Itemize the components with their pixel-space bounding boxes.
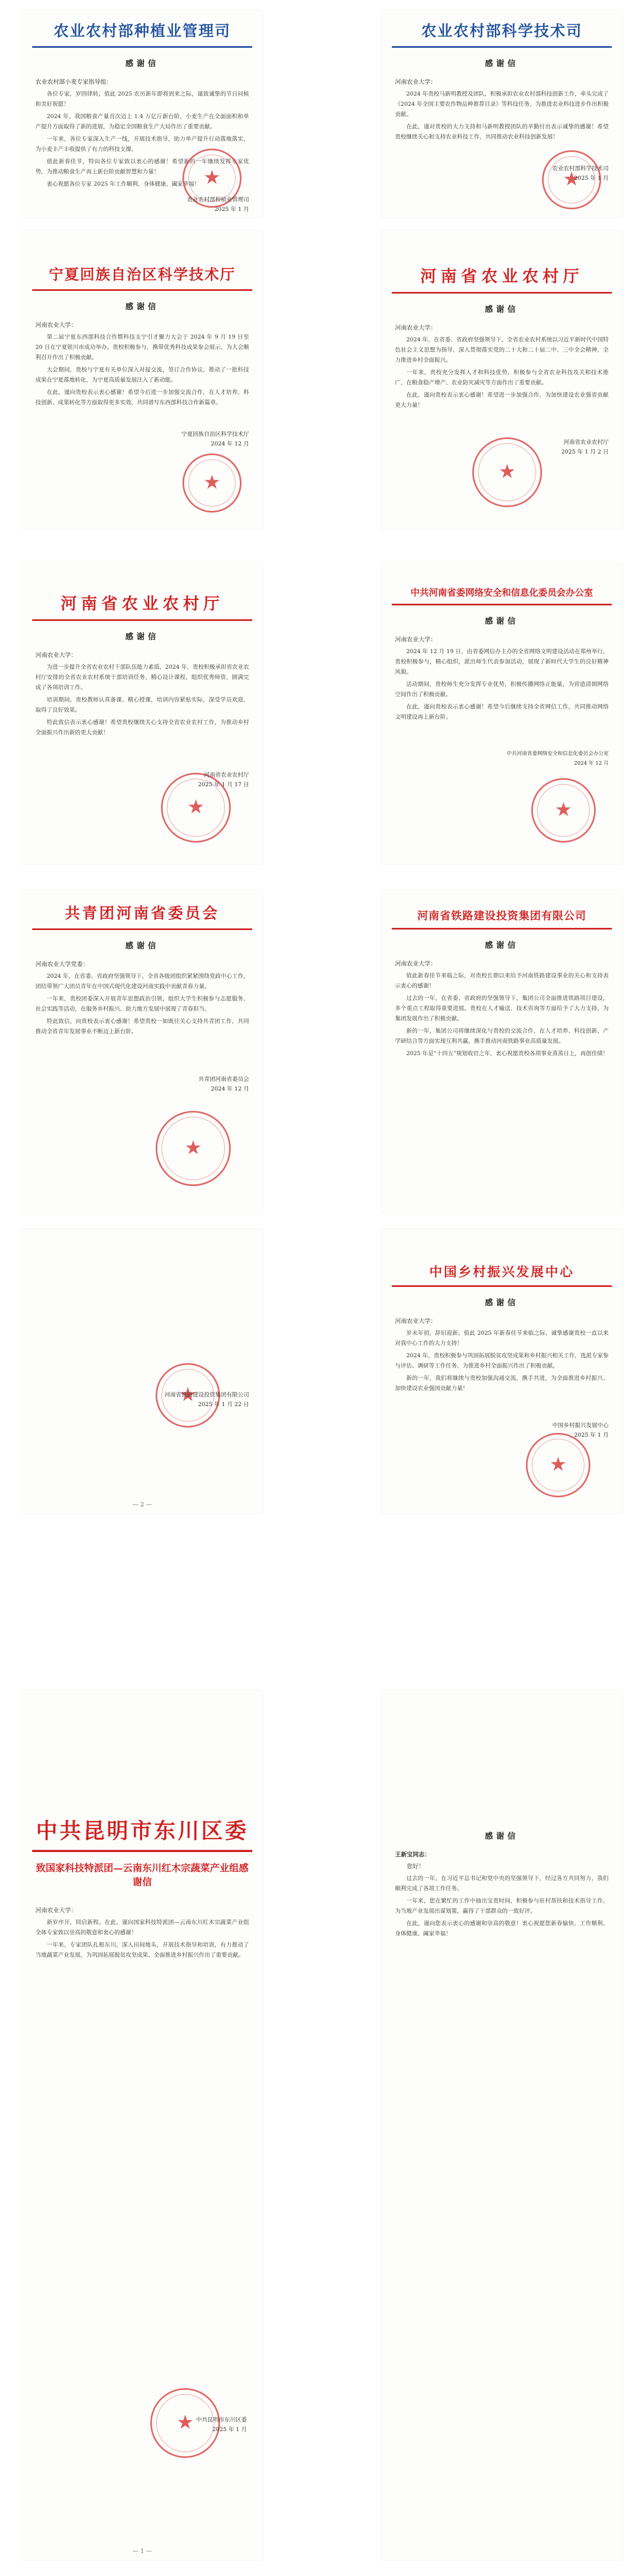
- letter-paragraph: 大会期间，贵校与宁夏有关单位深入对接交流，签订合作协议，推动了一批科技成果在宁夏落地转化，为宁夏高质量发展注入了新动能。: [35, 367, 249, 383]
- star-icon: ★: [498, 460, 516, 483]
- letter-title: 感谢信: [485, 940, 519, 950]
- letterhead-org: 农业农村部种植业管理司: [53, 22, 231, 40]
- letter-paragraph: 新的一年，我们将继续与贵校加强沟通交流，携手共进，为全面推进乡村振兴、加快建设农业强国贡献力量！: [395, 1375, 609, 1392]
- letter-title: 感谢信: [485, 58, 519, 68]
- signature-org: 中共昆明市东川区委: [196, 2417, 247, 2423]
- letter-title: 感谢信: [125, 632, 159, 641]
- salutation: 河南农业大学：: [395, 1318, 436, 1324]
- letter-card: [381, 1229, 623, 1513]
- letter-card: [381, 231, 623, 529]
- letterhead-org: 河南省农业农村厅: [61, 595, 224, 613]
- letter-card: [381, 564, 623, 864]
- letter-paragraph: 值此新春佳节，特向各位专家致以衷心的感谢！希望新的一年继续发挥专家优势，为推动粮食生产再上新台阶贡献智慧和力量！: [35, 158, 249, 175]
- letterhead-rule: [392, 604, 612, 605]
- letter-title: 感谢信: [485, 616, 519, 626]
- signature-block: [35, 1074, 249, 1094]
- page-number: — 1 —: [133, 2548, 152, 2555]
- letter-title: 感谢信: [485, 304, 519, 314]
- official-seal: [182, 453, 241, 513]
- letter-paragraph: 第二届宁夏东西部科技合作暨科技支宁引才聚力大会于 2024 年 9 月 19 日至 20 日在宁夏银川市成功举办。贵校积极参与，携带优秀科技成果参会展示，为大会顺利召开作出了积极贡献。: [35, 334, 249, 361]
- letter-paragraph: 值此新春佳节来临之际，对贵校长期以来给予河南铁路建设事业的关心和支持表示衷心的感谢！: [395, 972, 609, 989]
- letter-paragraph: 2024 年，贵校积极参与巩固拓展脱贫攻坚成果和乡村振兴相关工作，选派专家参与评估、调研等工作任务，为推进乡村全面振兴作出了积极贡献。: [395, 1352, 609, 1369]
- signature-date: 2025 年 1 月: [212, 2426, 247, 2433]
- letter-card-continuation: [21, 1229, 263, 1513]
- letterhead-org: 共青团河南省委员会: [64, 904, 219, 922]
- letter-card: [21, 891, 263, 1213]
- salutation: 河南农业大学：: [35, 652, 77, 658]
- signature-org: 中共河南省委网络安全和信息化委员会办公室: [506, 751, 609, 757]
- signature-date: 2025 年 1 月: [574, 1432, 609, 1438]
- letterhead-rule: [392, 292, 612, 294]
- letter-paragraph: 2024 年，在省委、省政府坚强领导下，全省各级团组织紧紧围绕党政中心工作，团结带领广大团员青年在中国式现代化建设河南实践中贡献青春力量。: [35, 973, 249, 990]
- letter-paragraph: 特此致信表示衷心感谢！希望贵校继续关心支持全省农业农村工作，为推动乡村全面振兴作出新的更大贡献！: [35, 719, 249, 736]
- letter-title: 感谢信: [485, 1298, 519, 1307]
- salutation: 农业农村部小麦专家指导组：: [35, 78, 112, 85]
- letter-paragraph: 一年来，贵校充分发挥人才和科技优势，积极参与全省农业科技攻关和技术推广，在粮食稳产增产、农业防灾减灾等方面作出了重要贡献。: [395, 369, 609, 386]
- letterhead-rule: [32, 289, 252, 291]
- signature-block: [196, 2415, 247, 2434]
- letter-card: [21, 231, 263, 529]
- letterhead-rule: [32, 619, 252, 621]
- letter-paragraph: 2024 年贵校马新明教授及团队，积极承担农业农村部科技创新工作，牵头完成了《2024 年全国主要农作物品种推荐目录》等科技任务，为推进农业科技进步作出积极贡献。: [395, 91, 609, 118]
- salutation: 河南农业大学：: [395, 960, 436, 967]
- letter-paragraph: 一年来，各位专家深入生产一线，开展技术指导，助力单产提升行动落地落实，为小麦丰产丰收提供了有力的科技支撑。: [35, 136, 249, 152]
- letter-paragraph: 过去的一年，在习近平总书记和党中央的坚强领导下，经过各方共同努力，我们顺利完成了各项工作任务。: [395, 1875, 609, 1892]
- letter-card: [21, 1690, 263, 2560]
- letterhead-org: 河南省农业农村厅: [420, 267, 583, 286]
- salutation: 河南农业大学：: [35, 1907, 77, 1914]
- letter-paragraph: 各位专家，岁回律转，值此 2025 农历新年即将到来之际，谨致诚挚的节日问候和美好祝愿！: [35, 91, 249, 107]
- letter-paragraph: 为进一步提升全省农业农村干部队伍能力素质，2024 年，贵校积极承担省农业农村厅安排的全省农业农村系统干部培训任务，精心设计课程，组织优秀师资，圆满完成了各项培训工作。: [35, 664, 249, 691]
- letterhead-org: 农业农村部科学技术司: [421, 22, 582, 40]
- letter-paragraph: 一年来，专家团队扎根东川，深入田间地头，开展技术指导和培训，有力推动了当地蔬菜产业发展，为巩固拓展脱贫攻坚成果、全面推进乡村振兴作出了重要贡献。: [35, 1942, 249, 1958]
- letter-paragraph: 在此，谨向贵校表示衷心感谢！希望今后继续支持全省网信工作，共同推动网络文明建设再上新台阶。: [395, 704, 609, 720]
- letterhead-rule: [392, 46, 612, 48]
- salutation-greeting: 您好！: [407, 1863, 425, 1870]
- signature-block: [395, 164, 609, 183]
- letter-paragraph: 2024 年 12 月 19 日，由省委网信办主办的全省网络文明建设活动在郑州举行。贵校积极参与，精心组织，派出师生代表参加活动，展现了新时代大学生的良好精神风貌。: [395, 648, 609, 675]
- letter-paragraph: 2024 年，在省委、省政府坚强领导下，全省农业农村系统以习近平新时代中国特色社会主义思想为指导，深入贯彻落实党的二十大和二十届二中、三中全会精神，全力推进乡村全面振兴。: [395, 336, 609, 363]
- letterhead-rule: [392, 1285, 612, 1287]
- letter-title: 感谢信: [485, 1831, 519, 1841]
- salutation: 河南农业大学：: [395, 78, 436, 85]
- letter-paragraph: 在此，谨向贵校表示衷心感谢！希望进一步加强合作，为加快建设农业强省贡献更大力量！: [395, 392, 609, 408]
- letter-paragraph: 在此，谨向您表示衷心的感谢和崇高的敬意！衷心祝愿您新春愉快、工作顺利、身体健康、阖家幸福！: [395, 1920, 609, 1937]
- letterhead-org: 宁夏回族自治区科学技术厅: [49, 267, 236, 283]
- signature-date: 2024 年 12 月: [210, 1086, 249, 1092]
- letterhead-org: 中共昆明市东川区委: [36, 1818, 248, 1843]
- star-icon: ★: [176, 2411, 194, 2434]
- signature-org: 农业农村部科学技术司: [552, 165, 609, 172]
- signature-date: 2025 年 1 月: [574, 175, 609, 181]
- letterhead-rule: [32, 1850, 252, 1852]
- signature-org: 共青团河南省委员会: [198, 1076, 249, 1082]
- signature-date: 2025 年 1 月 17 日: [198, 781, 249, 788]
- salutation: 河南农业大学：: [35, 321, 77, 328]
- official-seal: [531, 778, 596, 843]
- signature-date: 2024 年 12 月: [210, 441, 249, 447]
- letterhead-rule: [32, 928, 252, 930]
- signature-org: 河南省农业农村厅: [564, 439, 609, 445]
- salutation: 河南农业大学：: [395, 324, 436, 331]
- signature-org: 农业农村部种植业管理司: [187, 196, 249, 203]
- star-icon: ★: [184, 1137, 202, 1159]
- signature-block: [395, 749, 609, 769]
- letter-paragraph: 2025 年是“十四五”规划收官之年，衷心祝愿贵校各项事业蒸蒸日上，再创佳绩！: [406, 1050, 609, 1057]
- star-icon: ★: [203, 166, 221, 189]
- letter-paragraph: 岁末年初，辞旧迎新。值此 2025 年新春佳节来临之际，诚挚感谢贵校一直以来对我中心工作的大力支持！: [395, 1330, 609, 1346]
- page-spacer: [35, 1229, 249, 1250]
- letterhead-rule: [32, 46, 252, 48]
- star-icon: ★: [179, 1384, 197, 1406]
- letter-subheading: 致国家科技特派团—云南东川红木宗蔬菜产业组感谢信: [36, 1863, 248, 1888]
- star-icon: ★: [549, 1453, 567, 1476]
- letterhead-org: 中共河南省委网络安全和信息化委员会办公室: [411, 588, 593, 598]
- star-icon: ★: [203, 471, 221, 494]
- signature-block: [35, 429, 249, 449]
- letter-title: 感谢信: [125, 58, 159, 68]
- star-icon: ★: [187, 796, 205, 818]
- letter-title: 感谢信: [125, 302, 159, 311]
- letter-card: [381, 1690, 623, 2560]
- official-seal: [156, 1111, 231, 1186]
- salutation: 河南农业大学：: [395, 636, 436, 643]
- star-icon: ★: [554, 799, 573, 821]
- letter-paragraph: 活动期间，贵校师生充分发挥专业优势，积极传播网络正能量，为营造清朗网络空间作出了积极贡献。: [395, 681, 609, 698]
- letter-paragraph: 一年来，您在繁忙的工作中抽出宝贵时间，积极参与驻村帮扶和技术指导工作，为当地产业发展出谋划策，赢得了干部群众的一致好评。: [395, 1898, 609, 1914]
- signature-block: [35, 195, 249, 214]
- letter-paragraph: 在此，谨向贵校表示衷心感谢！希望今后进一步加强交流合作，在人才培养、科技创新、成果转化等方面取得更多实效，共同谱写东西部科技合作新篇章。: [35, 389, 249, 406]
- letter-paragraph: 特此致信，向贵校表示衷心感谢！希望贵校一如既往关心支持共青团工作，共同推动全省青年发展事业不断迈上新台阶。: [35, 1018, 249, 1035]
- letter-paragraph: 在此，谨对贵校的大力支持和马新明教授团队的辛勤付出表示诚挚的感谢！希望贵校继续关心和支持农业科技工作，共同推动农业科技创新发展！: [395, 123, 609, 140]
- star-icon: ★: [562, 168, 581, 191]
- signature-date: 2024 年 12 月: [574, 760, 609, 766]
- letterhead-org: 河南省铁路建设投资集团有限公司: [417, 909, 587, 922]
- signature-org: 宁夏回族自治区科学技术厅: [181, 431, 249, 437]
- letterhead-org: 中国乡村振兴发展中心: [429, 1264, 574, 1279]
- letter-paragraph: 2024 年，我国粮食产量首次迈上 1.4 万亿斤新台阶，小麦生产在全面面积和单产提升方面取得了新的进展，为稳定全国粮食生产大局作出了重要贡献。: [35, 113, 249, 130]
- signature-block: [35, 770, 249, 789]
- letter-card: [381, 11, 623, 217]
- letter-paragraph: 衷心祝愿各位专家 2025 年工作顺利、身体健康、阖家幸福！: [47, 181, 200, 187]
- letter-card: [21, 11, 263, 217]
- signature-date: 2025 年 1 月: [214, 206, 249, 213]
- letter-paragraph: 一年来，贵校团委深入开展青年思想政治引领，组织大学生积极参与志愿服务、社会实践等活动，在服务乡村振兴、助力地方发展中展现了青春担当。: [35, 996, 249, 1012]
- signature-org: 河南省铁路建设投资集团有限公司: [164, 1392, 249, 1398]
- letter-title: 感谢信: [125, 941, 159, 950]
- official-seal: [526, 1433, 590, 1497]
- page-number: — 2 —: [133, 1501, 152, 1508]
- signature-block: [35, 1390, 249, 1409]
- letter-card: [21, 564, 263, 864]
- signature-date: 2025 年 1 月 22 日: [198, 1401, 249, 1408]
- letter-paragraph: 新的一年，集团公司将继续深化与贵校的交流合作，在人才培养、科技创新、产学研结合等方面实现互利共赢，携手推动河南铁路事业高质量发展。: [395, 1028, 609, 1044]
- signature-org: 河南省农业农村厅: [204, 772, 249, 778]
- signature-block: [395, 437, 609, 457]
- letter-paragraph: 过去的一年，在省委、省政府的坚强领导下，集团公司全面推进铁路项目建设，多个重点工程取得重要进展。贵校在人才输送、技术咨询等方面给予了大力支持，为集团发展作出了积极贡献。: [395, 995, 609, 1022]
- signature-org: 中国乡村振兴发展中心: [552, 1422, 609, 1429]
- salutation: 河南农业大学党委：: [35, 961, 89, 968]
- signature-block: [395, 1421, 609, 1440]
- letter-card: [381, 891, 623, 1213]
- signature-date: 2025 年 1 月 2 日: [561, 449, 609, 455]
- letter-paragraph: 新岁序开，同启新程。在此，谨向国家科技特派团—云南东川红木宗蔬菜产业组全体专家致以崇高的敬意和衷心的感谢！: [35, 1919, 249, 1936]
- letterhead-rule: [392, 928, 612, 930]
- letter-paragraph: 培训期间，贵校教师认真备课、精心授课，培训内容紧贴实际，深受学员欢迎，取得了良好效果。: [35, 697, 249, 713]
- salutation: 王新宝同志：: [395, 1851, 430, 1858]
